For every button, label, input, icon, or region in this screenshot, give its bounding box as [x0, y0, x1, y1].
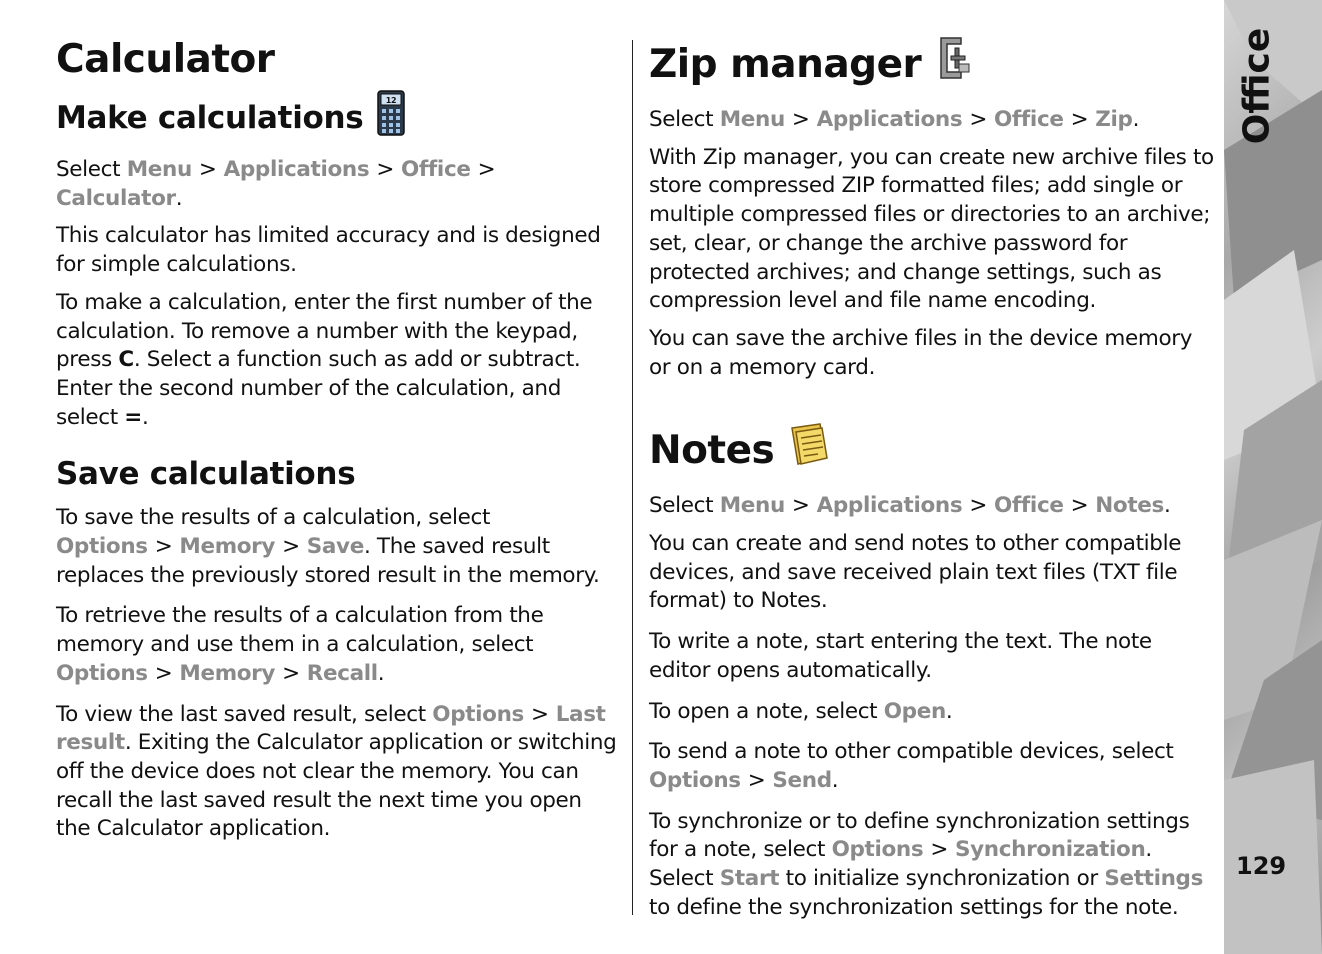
applications-link[interactable]: Applications [223, 157, 370, 182]
page-number: 129 [1236, 852, 1287, 880]
notes-title: Notes [649, 422, 1214, 480]
zip-description-paragraph: With Zip manager, you can create new archive files to store compressed ZIP formatted files; add single or multiple compressed files or directories to an archive; set, clear, or change the archive password for protected archives; and change settings, such as compression level and file name encoding. [649, 144, 1214, 314]
options-link[interactable]: Options [56, 660, 148, 686]
options-link[interactable]: Options [831, 837, 924, 863]
svg-text:12: 12 [386, 96, 397, 105]
zip-path-paragraph: Select Menu > Applications > Office > Zip. [649, 107, 1140, 132]
notes-path-paragraph: Select Menu > Applications > Office > Notes. [649, 493, 1171, 519]
last-result-link[interactable]: Last result [56, 701, 606, 756]
zip-link[interactable]: Zip [1095, 107, 1133, 132]
menu-link[interactable]: Menu [719, 107, 785, 132]
make-path-paragraph: Select Menu > Applications > Office > Calculator. [56, 157, 496, 211]
calculator-link[interactable]: Calculator [56, 185, 176, 211]
view-last-paragraph: To view the last saved result, select Options > Last result. Exiting the Calculator application or switching off the device does not clear the memory. You can recall the last saved result the next time you open the Calculator application. [56, 701, 617, 842]
applications-link[interactable]: Applications [816, 493, 963, 519]
options-link[interactable]: Options [56, 534, 148, 560]
section-label: Office [1236, 27, 1278, 145]
column-divider [632, 40, 633, 915]
notes-link[interactable]: Notes [1095, 493, 1164, 519]
make-instructions-paragraph: To make a calculation, enter the first number of the calculation. To remove a number with the keypad, press C. Select a function such as add or subtract. Enter the second number of the calculation, and select =. [56, 289, 593, 430]
make-calculations-heading: Make calculations 12 [56, 90, 618, 146]
settings-link[interactable]: Settings [1104, 866, 1204, 892]
office-link[interactable]: Office [994, 493, 1064, 519]
right-column [649, 34, 1214, 931]
applications-link[interactable]: Applications [816, 107, 963, 132]
save-paragraph: To save the results of a calculation, select Options > Memory > Save. The saved result replaces the previously stored result in the memory. [56, 505, 600, 588]
menu-link[interactable]: Menu [126, 157, 192, 182]
office-link[interactable]: Office [994, 107, 1064, 132]
start-link[interactable]: Start [719, 866, 780, 892]
notes-send-paragraph: To send a note to other compatible devices, select Options > Send. [649, 739, 1174, 793]
menu-link[interactable]: Menu [719, 493, 785, 519]
send-link[interactable]: Send [772, 767, 832, 793]
zip-clamp-icon [935, 34, 971, 96]
options-link[interactable]: Options [432, 701, 525, 727]
calculator-icon [377, 90, 405, 146]
zip-storage-paragraph: You can save the archive files in the device memory or on a memory card. [649, 325, 1193, 380]
save-link[interactable]: Save [306, 534, 364, 560]
notes-sync-paragraph: To synchronize or to define synchronization settings for a note, select Options > Synchronization. Select Start to initialize synchronization or Settings to define the synchronization settings for the note. [649, 808, 1204, 920]
calculator-title: Calculator [56, 37, 275, 82]
retrieve-paragraph: To retrieve the results of a calculation from the memory and use them in a calculation, select Options > Memory > Recall. [56, 603, 544, 686]
notes-description-paragraph: You can create and send notes to other compatible devices, and save received plain text files (TXT file format) to Notes. [649, 531, 1182, 614]
accuracy-paragraph: This calculator has limited accuracy and is designed for simple calculations. [56, 223, 601, 278]
left-column [56, 34, 618, 853]
recall-link[interactable]: Recall [306, 660, 378, 686]
save-calculations-heading: Save calculations [56, 456, 356, 493]
notes-write-paragraph: To write a note, start entering the text. The note editor opens automatically. [649, 629, 1152, 683]
synchronization-link[interactable]: Synchronization [955, 837, 1146, 863]
open-link[interactable]: Open [883, 698, 946, 724]
notes-open-paragraph: To open a note, select Open. [649, 698, 953, 724]
options-link[interactable]: Options [649, 767, 741, 793]
office-link[interactable]: Office [401, 157, 471, 182]
notes-icon [788, 422, 830, 480]
zip-manager-title: Zip manager [649, 34, 1214, 96]
memory-link[interactable]: Memory [179, 660, 276, 686]
memory-link[interactable]: Memory [179, 534, 276, 560]
